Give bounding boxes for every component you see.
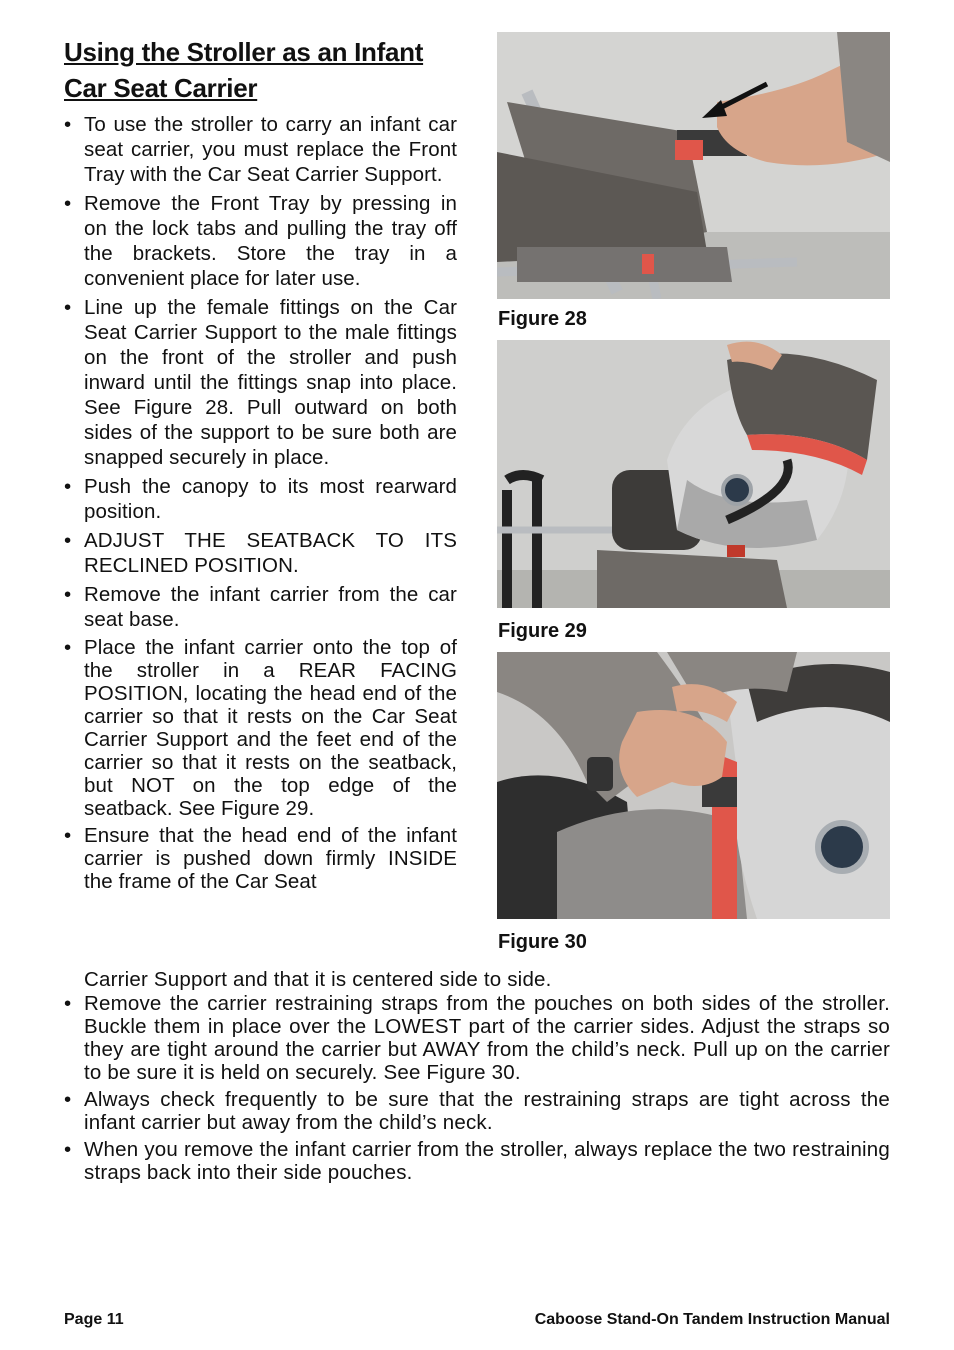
section-heading-line2: Car Seat Carrier bbox=[64, 73, 258, 103]
instruction-list-column bbox=[64, 112, 457, 897]
list-item-straddle-part1: Ensure that the head end of the infant carrier is pushed down firmly INSIDE the frame of the Car Seat bbox=[84, 824, 457, 893]
list-item: • Remove the infant carrier from the car seat base. bbox=[64, 582, 457, 632]
section-heading-line1: Using the Stroller as an Infant bbox=[64, 37, 424, 67]
list-item: • Line up the female fittings on the Car Seat Carrier Support to the male fittings on the front of the stroller and push inward until the fittings snap into place. See Figure 28. Pull outward on both sides of the support to be sure both are snapped securely in place. bbox=[64, 295, 457, 470]
manual-title: Caboose Stand-On Tandem Instruction Manual bbox=[534, 1311, 890, 1328]
restraining-strap-photo bbox=[497, 652, 890, 919]
page-number: Page 11 bbox=[64, 1311, 124, 1328]
list-item-straddle bbox=[64, 824, 457, 893]
figure-30-image bbox=[497, 652, 890, 919]
list-item: • Place the infant carrier onto the top of the stroller in a REAR FACING POSITION, locating the head end of the carrier so that it rests on the Car Seat Carrier Support and the feet end of the carrier so that it rests on the seatback, but NOT on the top edge of the seatback. See Figure 29. bbox=[64, 636, 457, 820]
list-item-straddle-continuation: Carrier Support and that it is centered side to side. bbox=[84, 968, 552, 991]
list-item: • To use the stroller to carry an infant car seat carrier, you must replace the Front Tray with the Car Seat Carrier Support. bbox=[64, 112, 457, 187]
carrier-on-stroller-photo bbox=[497, 340, 890, 608]
figure-29-caption: Figure 29 bbox=[498, 620, 587, 642]
stroller-tray-photo bbox=[497, 32, 890, 299]
figure-28-image bbox=[497, 32, 890, 299]
list-item: • ADJUST THE SEATBACK TO ITS RECLINED POSITION. bbox=[64, 528, 457, 578]
instruction-list-full bbox=[64, 992, 890, 1188]
list-item: • Always check frequently to be sure that the restraining straps are tight across the infant carrier but away from the child’s neck. bbox=[64, 1088, 890, 1134]
list-item: • Push the canopy to its most rearward position. bbox=[64, 474, 457, 524]
figure-30-caption: Figure 30 bbox=[498, 931, 587, 953]
list-item: • Remove the Front Tray by pressing in on the lock tabs and pulling the tray off the brackets. Store the tray in a convenient place for later use. bbox=[64, 191, 457, 291]
figure-29-image bbox=[497, 340, 890, 608]
figure-28-caption: Figure 28 bbox=[498, 308, 587, 330]
section-heading bbox=[64, 34, 464, 106]
list-item: • Remove the carrier restraining straps from the pouches on both sides of the stroller. Buckle them in place over the LOWEST part of the carrier sides. Adjust the straps so they are tight around the carrier but AWAY from the child’s neck. Pull up on the carrier to be sure it is held on securely. See Figure 30. bbox=[64, 992, 890, 1084]
list-item: • When you remove the infant carrier from the stroller, always replace the two restraining straps back into their side pouches. bbox=[64, 1138, 890, 1184]
